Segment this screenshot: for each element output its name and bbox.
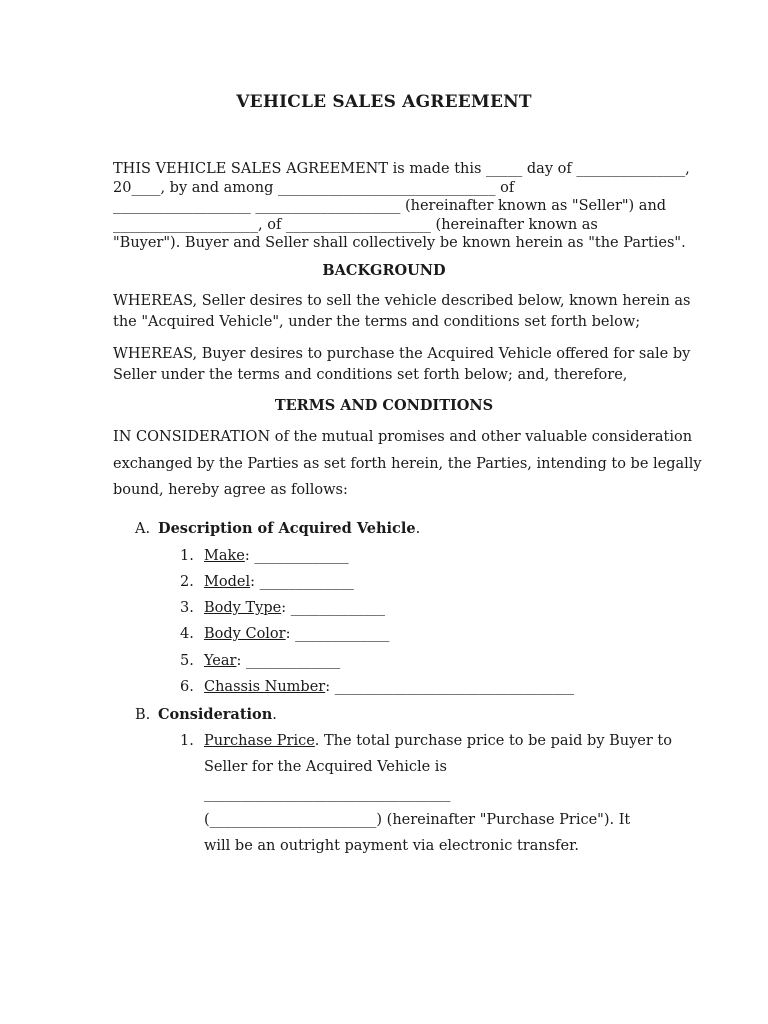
background-heading: BACKGROUND <box>322 262 446 279</box>
purchase-price-blank: __________________________________ <box>204 786 451 802</box>
vehicle-item-body-color <box>180 626 389 642</box>
vehicle-item-model <box>180 574 354 590</box>
item-blank: : _____________ <box>244 548 349 564</box>
section-punct: . <box>415 521 421 537</box>
section-title: Description of Acquired Vehicle <box>158 520 416 537</box>
purchase-price-line-2: Seller for the Acquired Vehicle is <box>204 759 447 775</box>
item-number: 6. <box>180 679 194 695</box>
intro-paragraph <box>113 160 690 253</box>
whereas-line: WHEREAS, Buyer desires to purchase the Acquired Vehicle offered for sale by <box>113 346 691 362</box>
item-number: 5. <box>180 653 194 669</box>
item-number: 1. <box>180 733 194 749</box>
section-letter: A. <box>135 521 151 537</box>
item-label: Chassis Number <box>204 679 326 695</box>
terms-heading: TERMS AND CONDITIONS <box>274 397 494 414</box>
section-title: Consideration <box>158 706 273 723</box>
vehicle-item-chassis-number <box>180 679 574 695</box>
vehicle-item-make <box>180 548 349 564</box>
item-label: Year <box>204 653 237 669</box>
section-a-heading <box>135 520 420 537</box>
item-blank: : _____________ <box>250 574 354 590</box>
consideration-line: bound, hereby agree as follows: <box>113 482 348 498</box>
document-title: VEHICLE SALES AGREEMENT <box>236 92 532 112</box>
intro-line: THIS VEHICLE SALES AGREEMENT is made this _____ day of _______________, <box>113 161 690 177</box>
vehicle-item-body-type <box>180 600 385 616</box>
whereas-paragraph-2 <box>113 344 691 386</box>
intro-line: "Buyer"). Buyer and Seller shall collectively be known herein as "the Parties". <box>113 235 686 251</box>
whereas-line: Seller under the terms and conditions set forth below; and, therefore, <box>113 367 628 383</box>
item-text: . The total purchase price to be paid by Buyer to <box>314 733 672 749</box>
item-blank: : _____________ <box>285 626 390 642</box>
item-label: Body Type <box>204 600 282 616</box>
section-b-heading <box>135 706 277 723</box>
item-blank: : _____________ <box>236 653 341 669</box>
intro-line: 20____, by and among ______________________________ of <box>113 179 515 196</box>
item-number: 4. <box>180 626 194 642</box>
purchase-price-line-4: (_______________________) (hereinafter "Purchase Price"). It <box>204 812 631 828</box>
whereas-line: the "Acquired Vehicle", under the terms and conditions set forth below; <box>113 314 641 330</box>
item-label: Purchase Price <box>204 733 315 749</box>
item-number: 3. <box>180 600 194 616</box>
consideration-line: IN CONSIDERATION of the mutual promises and other valuable consideration <box>113 429 693 445</box>
whereas-paragraph-1 <box>113 291 691 333</box>
section-letter: B. <box>135 707 151 723</box>
item-blank: : _____________ <box>281 600 385 616</box>
item-number: 1. <box>180 548 194 564</box>
purchase-price-line-5: will be an outright payment via electronic transfer. <box>204 838 580 854</box>
intro-line: ___________________ ____________________ (hereinafter known as "Seller") and <box>113 198 667 214</box>
purchase-price-item <box>180 733 672 749</box>
item-label: Model <box>204 574 251 590</box>
item-number: 2. <box>180 574 194 590</box>
vehicle-item-year <box>180 653 340 669</box>
intro-line: ____________________, of ____________________ (hereinafter known as <box>113 216 598 233</box>
item-blank: : _________________________________ <box>325 679 574 695</box>
item-label: Body Color <box>204 626 286 642</box>
consideration-paragraph <box>113 424 702 504</box>
whereas-line: WHEREAS, Seller desires to sell the vehicle described below, known herein as <box>113 293 691 309</box>
item-label: Make <box>204 548 245 564</box>
consideration-line: exchanged by the Parties as set forth herein, the Parties, intending to be legally <box>113 455 702 472</box>
section-punct: . <box>272 707 277 723</box>
